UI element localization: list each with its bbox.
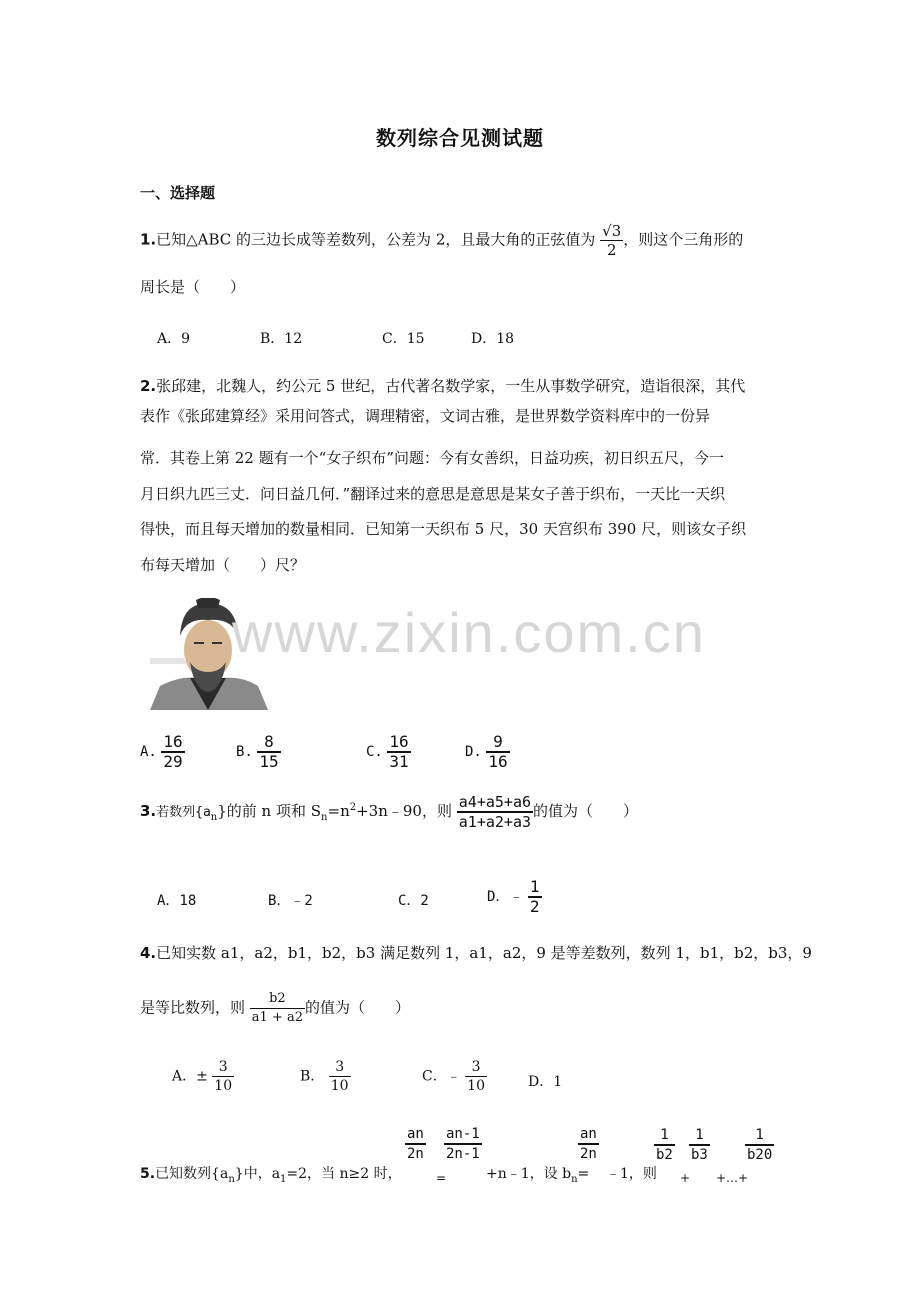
question-number: 4.: [140, 944, 157, 962]
question-number: 5.: [140, 1166, 156, 1182]
fraction-numerator: an: [578, 1125, 599, 1145]
fraction-numerator: 1: [745, 1126, 774, 1146]
option-b: [236, 733, 281, 771]
option-fraction: [212, 1058, 234, 1095]
fraction-denominator: 10: [214, 1078, 233, 1094]
fraction-numerator: √3: [602, 222, 622, 240]
question-number: 1.: [140, 230, 157, 249]
fraction-numerator: 1: [689, 1126, 710, 1146]
fraction-denominator: 2: [529, 897, 540, 916]
question-2-line-5: 得快，而且每天增加的数量相同．已知第一天织布 5 尺，30 天宫织布 390 尺，则该女子织: [140, 520, 747, 538]
option-label: D.: [465, 744, 482, 760]
question-1-line-2: 周长是（ ）: [140, 278, 246, 296]
option-a: A．9: [157, 331, 191, 347]
question-text: 张邱建，北魏人，约公元 5 世纪，古代著名数学家，一生从事数学研究，造诣很深，其代: [156, 377, 746, 395]
question-text: =2，当 n≥2 时，: [286, 1166, 402, 1182]
question-text: 已知△ABC 的三边长成等差数列，公差为 2，且最大角的正弦值为: [156, 230, 596, 249]
fraction-denominator: a1+a2+a3: [458, 813, 532, 831]
fraction-numerator: 16: [163, 732, 183, 751]
question-number: 2.: [140, 377, 157, 395]
fraction-denominator: 10: [330, 1078, 349, 1094]
fraction-denominator: 16: [488, 752, 508, 771]
fraction-numerator: 3: [212, 1058, 234, 1077]
question-2-line-1: [140, 376, 745, 396]
option-fraction: [161, 733, 184, 771]
option-label: C．﹣: [422, 1068, 461, 1085]
fraction-denominator: 10: [467, 1078, 485, 1094]
question-text: =: [577, 1166, 590, 1182]
fraction-numerator: 9: [486, 733, 509, 753]
option-a: [172, 1058, 234, 1095]
question-3: 3.若数列$\{a_n\}$的前 n 项和 $S_n=n^2+3n﹣90$，则 $\frac{a4+a5+a6}{a1+a2+a3}$ 的值为（ ）: [140, 793, 639, 831]
fraction-numerator: 1: [529, 877, 540, 896]
fraction-1-over-b2: [654, 1126, 675, 1164]
fraction-sqrt3-over-2: [600, 222, 623, 259]
ratio-fraction: [457, 793, 533, 831]
question-5: 5.已知数列$\{a_n\}$中，$a_1=2$，当 n≥2 时，: [140, 1166, 402, 1185]
question-2-line-6: 布每天增加（ ）尺？: [140, 556, 306, 574]
option-a: [140, 733, 185, 771]
fraction-numerator: a4+a5+a6: [458, 793, 532, 811]
fraction: [745, 1126, 774, 1164]
question-4-line-2: [140, 990, 410, 1027]
option-b: B．﹣2: [268, 893, 313, 909]
option-d: D．18: [471, 331, 515, 347]
option-d: [487, 878, 542, 916]
fraction-numerator: an-1: [444, 1125, 482, 1145]
option-fraction: [387, 733, 410, 771]
fraction-numerator: 1: [654, 1126, 675, 1146]
page-title: 数列综合见测试题: [376, 126, 544, 150]
fraction: [689, 1126, 710, 1164]
fraction-denominator: b20: [747, 1147, 773, 1163]
question-text: +3n﹣90，则: [356, 802, 452, 820]
option-c: C．15: [382, 331, 425, 347]
option-a: A．18: [157, 893, 197, 909]
option-fraction: [465, 1058, 487, 1095]
question-1: [140, 222, 743, 259]
fraction-denominator: 29: [163, 752, 183, 771]
option-fraction: [329, 1058, 351, 1095]
option-fraction: [486, 733, 509, 771]
question-text: 已知数列{a: [155, 1166, 229, 1182]
question-text: 若数列{a: [156, 805, 211, 820]
question-2-line-2: 表作《张邱建算经》采用问答式，调理精密，文词古雅，是世界数学资料库中的一份异: [140, 407, 711, 425]
question-5-text-2: ﹣1，则: [606, 1166, 657, 1182]
option-label: C.: [366, 744, 383, 760]
fraction-an-over-2n: [405, 1125, 426, 1163]
option-label: B.: [236, 744, 253, 760]
fraction: [578, 1125, 599, 1163]
fraction: [405, 1125, 426, 1163]
fraction-an1-over-2n1: [444, 1125, 482, 1163]
ellipsis-sum: +…+: [716, 1171, 749, 1185]
fraction-denominator: b2: [656, 1147, 673, 1163]
fraction-numerator: 3: [329, 1058, 351, 1077]
question-text: 的值为（ ）: [305, 998, 411, 1017]
fraction-1-over-b20: [745, 1126, 774, 1164]
fraction-numerator: 8: [257, 733, 280, 753]
fraction-an-over-2n-b: [578, 1125, 599, 1163]
question-2-line-3: 常．其卷上第 22 题有一个“女子织布”问题：今有女善织，日益功疾，初日织五尺，今一: [140, 449, 724, 467]
question-text: ，则这个三角形的: [623, 230, 744, 249]
option-d: D．1: [528, 1074, 563, 1090]
option-b: B．12: [260, 331, 303, 347]
fraction: [444, 1125, 482, 1163]
question-text: +n﹣1，设 b: [486, 1166, 572, 1182]
option-label: A．±: [172, 1068, 208, 1085]
question-text: 的值为（ ）: [533, 802, 639, 820]
watermark: www.zixin.com.cn: [232, 601, 706, 664]
question-5-text: +n﹣1，设 $b_n=$: [486, 1166, 590, 1185]
fraction-denominator: 2n: [407, 1146, 424, 1162]
question-number: 3.: [140, 802, 157, 820]
fraction-numerator: an: [405, 1125, 426, 1145]
equals-sign: =: [436, 1171, 447, 1185]
section-heading: 一、选择题: [140, 184, 216, 202]
option-b: [300, 1058, 351, 1095]
question-2-line-4: 月日织九匹三丈．问日益几何．”翻译过来的意思是意思是某女子善于织布，一天比一天织: [140, 485, 726, 503]
fraction-denominator: 2: [606, 241, 617, 259]
option-c: [422, 1058, 487, 1095]
fraction-1-over-b3: [689, 1126, 710, 1164]
fraction-denominator: a1 + a2: [251, 1010, 303, 1025]
option-fraction: [528, 878, 542, 916]
fraction-denominator: b3: [691, 1147, 708, 1163]
option-fraction: [257, 733, 280, 771]
fraction: [654, 1126, 675, 1164]
question-text: }中，a: [234, 1166, 281, 1182]
fraction-denominator: 31: [389, 752, 409, 771]
option-label: B．: [300, 1068, 325, 1085]
option-d: [465, 733, 510, 771]
fraction-numerator: b2: [250, 990, 305, 1009]
question-text: =n: [327, 802, 350, 820]
question-text: 已知实数 a1，a2，b1，b2，b3 满足数列 1，a1，a2，9 是等差数列，数列 1，b1，b2，b3，9: [156, 944, 812, 962]
fraction-denominator: 15: [259, 752, 279, 771]
option-label: A.: [140, 744, 157, 760]
fraction-numerator: 16: [389, 732, 409, 751]
option-label: D．﹣: [487, 889, 524, 905]
option-c: C．2: [398, 893, 429, 909]
plus-sign: +: [680, 1171, 691, 1185]
question-text: 是等比数列，则: [140, 998, 246, 1017]
fraction-numerator: 3: [465, 1058, 487, 1077]
question-4-line-1: [140, 943, 812, 963]
question-text: }的前 n 项和 S: [217, 802, 322, 820]
fraction-denominator: 2n: [580, 1146, 597, 1162]
option-c: [366, 733, 411, 771]
fraction-denominator: 2n-1: [446, 1146, 480, 1162]
ratio-fraction: [250, 990, 305, 1027]
